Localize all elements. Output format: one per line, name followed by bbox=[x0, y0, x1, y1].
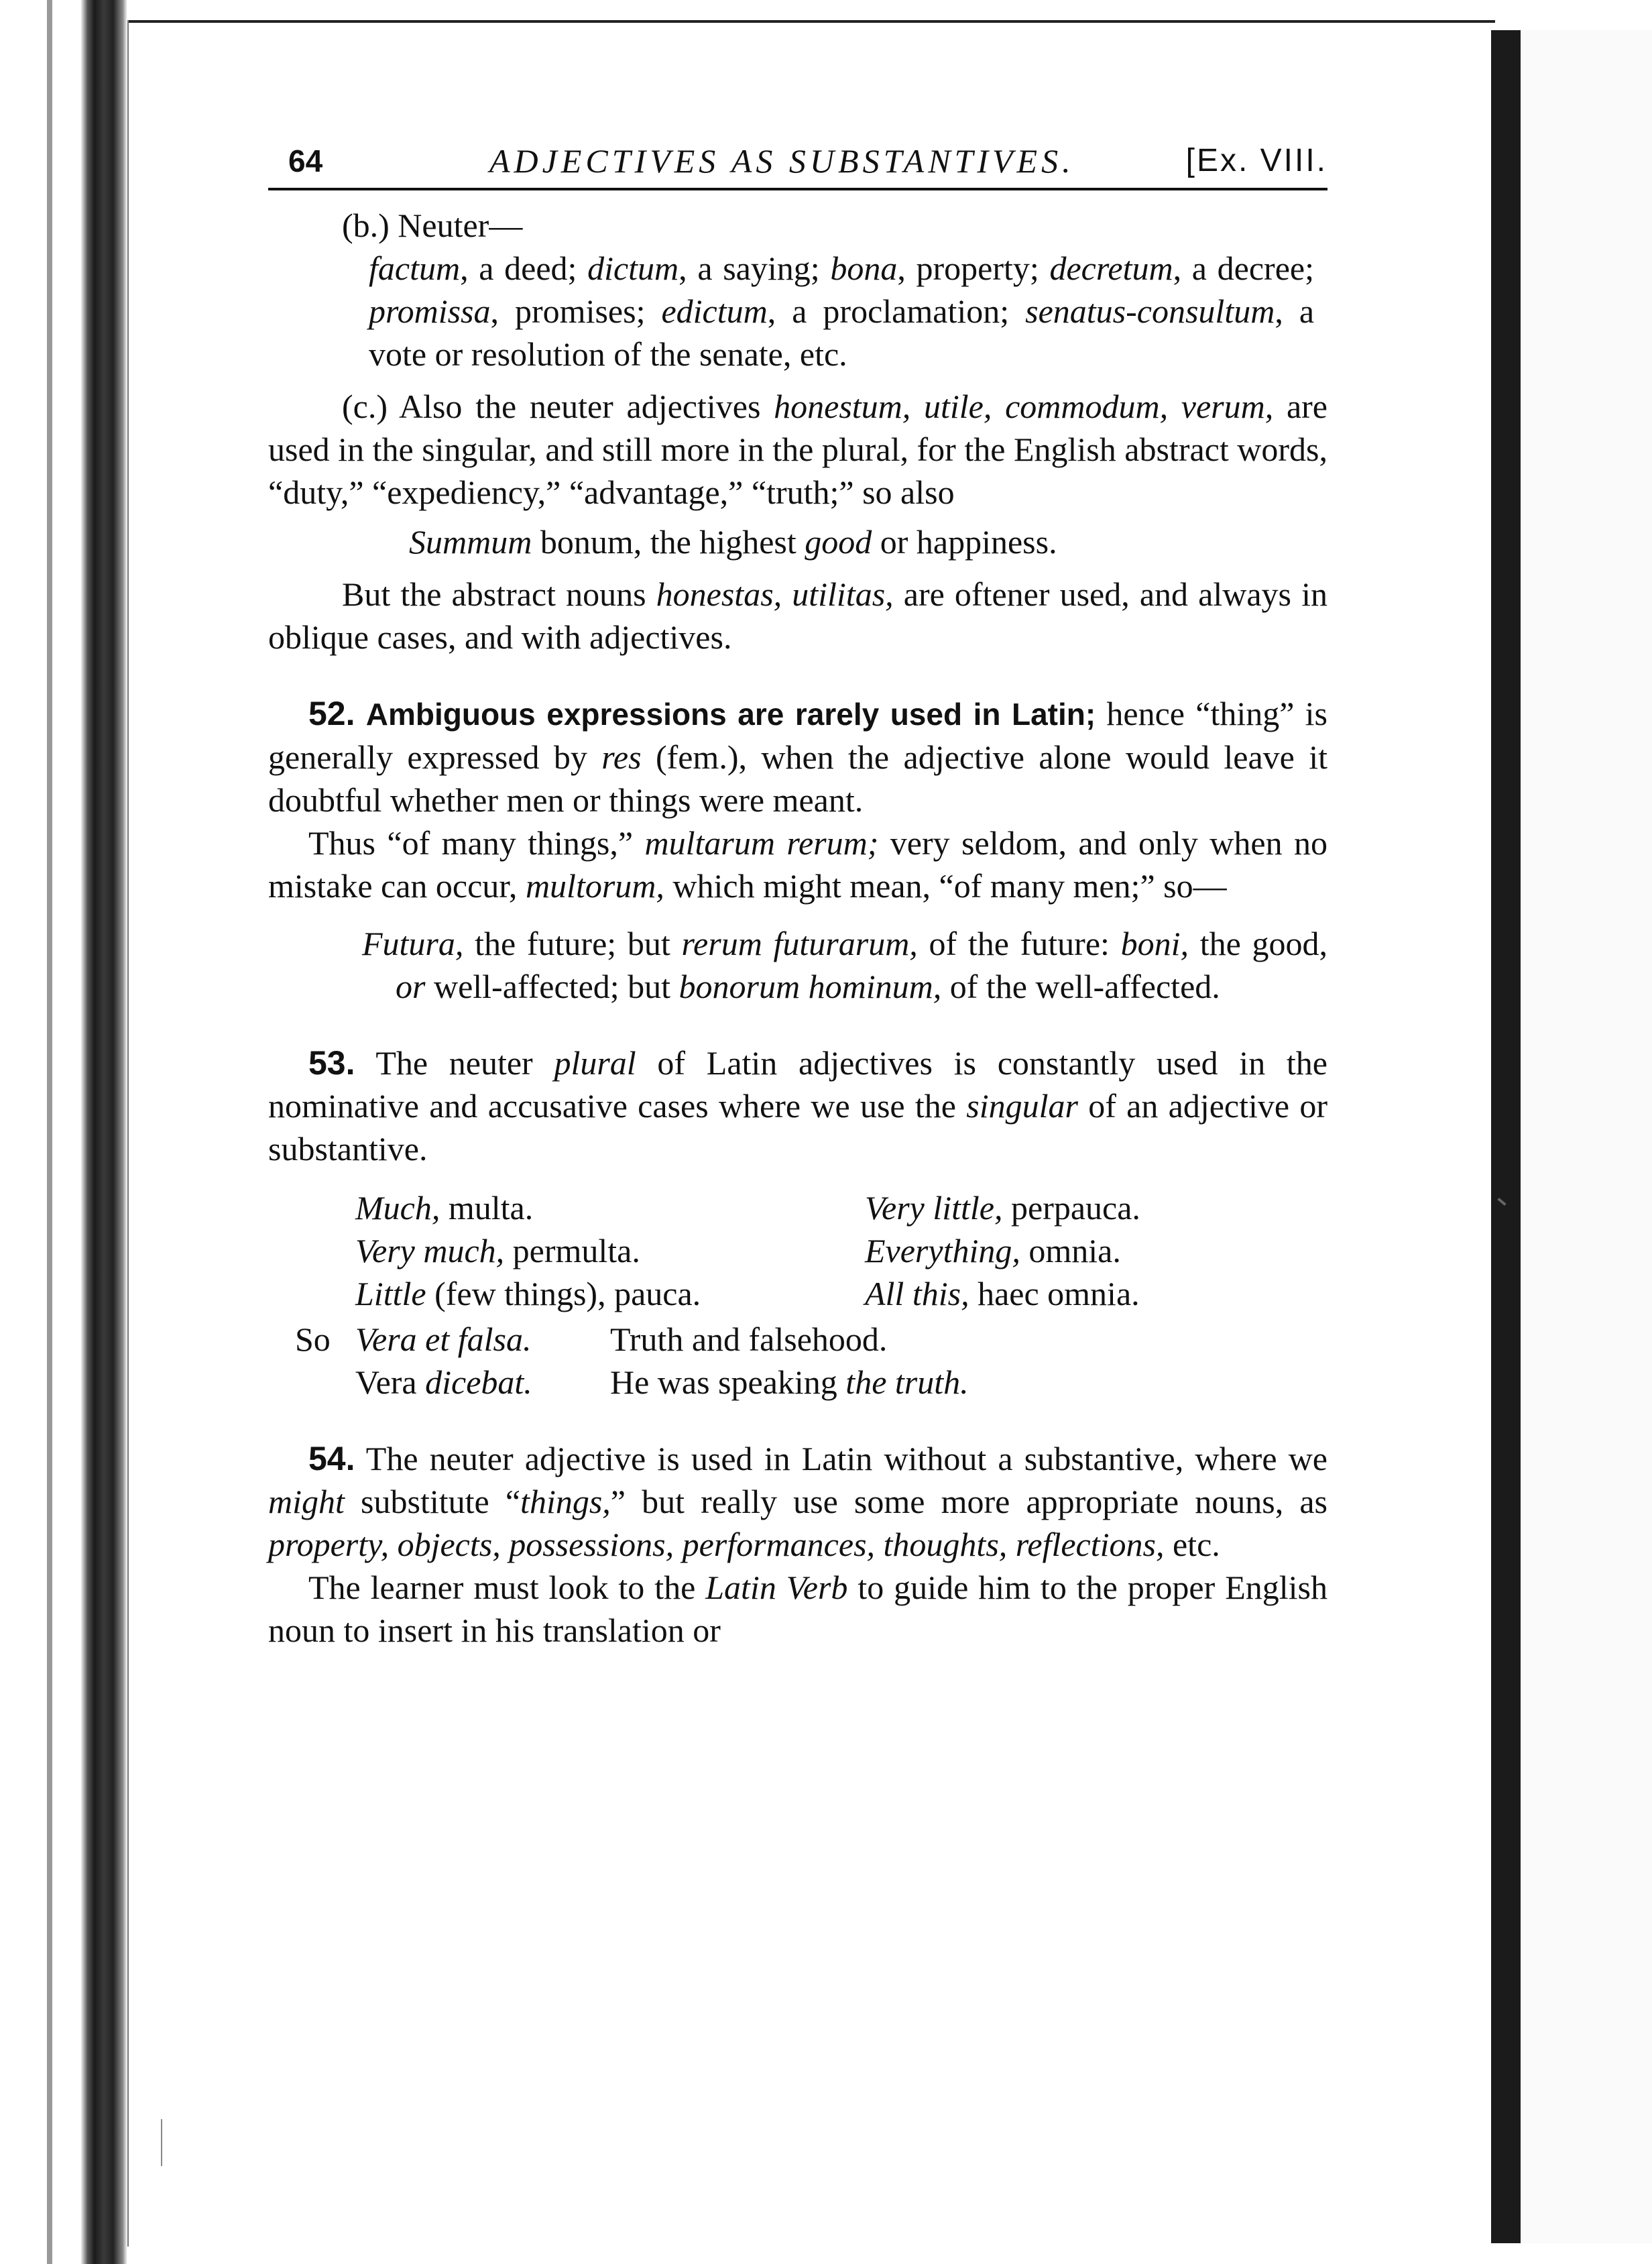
latin-word: Futura, bbox=[362, 925, 464, 962]
grid-cell bbox=[865, 1272, 1240, 1315]
english-phrase bbox=[610, 1361, 969, 1404]
grid-cell bbox=[865, 1229, 1240, 1272]
so-row bbox=[268, 1361, 1328, 1404]
text: which might mean, “of many men;” so— bbox=[664, 867, 1227, 905]
text: or happiness. bbox=[872, 523, 1057, 561]
text: well-affected; but bbox=[425, 968, 679, 1005]
text: But the abstract nouns bbox=[342, 575, 656, 613]
paragraph-learner bbox=[268, 1566, 1328, 1652]
paragraph-but bbox=[268, 573, 1328, 659]
page-left-edge bbox=[127, 20, 129, 2247]
english-word: Little bbox=[355, 1275, 426, 1312]
summum-bonum-example bbox=[268, 520, 1328, 563]
text: the future; but bbox=[463, 925, 682, 962]
gloss: property bbox=[916, 249, 1030, 287]
text: etc. bbox=[1164, 1526, 1220, 1563]
scan-edge bbox=[47, 0, 52, 2264]
neuter-heading: (b.) Neuter— bbox=[342, 207, 523, 244]
running-title: ADJECTIVES AS SUBSTANTIVES. bbox=[489, 142, 1075, 180]
text: of the future: bbox=[917, 925, 1110, 962]
text: the good, bbox=[1189, 925, 1328, 962]
so-lead bbox=[268, 1361, 355, 1404]
italic-words: property, objects, possessions, performances, thoughts, reflections, bbox=[268, 1526, 1165, 1563]
text: bonum, the highest bbox=[532, 523, 805, 561]
latin-words: honestas, utilitas, bbox=[656, 575, 894, 613]
italic-word: dicebat. bbox=[425, 1363, 532, 1401]
english-phrase bbox=[610, 1318, 887, 1361]
gloss: a vote or resolution of the senate, etc. bbox=[369, 292, 1315, 373]
text: of Latin adjectives is constantly used in the nominative and accusative cases where we use the bbox=[268, 1044, 1328, 1125]
latin-words: bonorum hominum, bbox=[678, 968, 942, 1005]
english-word: Very little, bbox=[865, 1189, 1003, 1227]
text: Truth and falsehood. bbox=[610, 1320, 888, 1358]
latin-gloss: haec omnia. bbox=[969, 1275, 1140, 1312]
so-lead: So bbox=[295, 1320, 331, 1358]
latin-gloss: permulta. bbox=[504, 1232, 640, 1269]
gloss: a proclamation bbox=[792, 292, 1000, 330]
book-binding bbox=[80, 0, 127, 2264]
text: are oftener used, and always in oblique cases, and with adjectives. bbox=[268, 575, 1328, 656]
italic-word: plural bbox=[554, 1044, 636, 1082]
english-word: Very much, bbox=[355, 1232, 505, 1269]
text: The neuter adjective is used in Latin without a substantive, where we bbox=[355, 1440, 1328, 1477]
italic-words: Latin Verb bbox=[705, 1569, 848, 1606]
paragraph-thus bbox=[268, 822, 1328, 907]
text: of an adjective or substantive. bbox=[268, 1087, 1328, 1168]
italic-word: Vera et falsa. bbox=[355, 1320, 532, 1358]
text: ” but really use some more appropriate nouns, as bbox=[610, 1483, 1328, 1520]
latin-word: Summum bbox=[409, 523, 532, 561]
italic-word: singular bbox=[966, 1087, 1078, 1125]
italic-word: good bbox=[805, 523, 872, 561]
gloss: promises bbox=[515, 292, 636, 330]
text: Vera bbox=[355, 1363, 426, 1401]
latin-words: honestum, utile, commodum, verum, bbox=[774, 388, 1274, 425]
futura-example bbox=[268, 922, 1328, 1008]
latin-gloss: perpauca. bbox=[1002, 1189, 1140, 1227]
latin-word: edictum bbox=[661, 292, 768, 330]
text: of the well-affected. bbox=[941, 968, 1220, 1005]
section-53 bbox=[268, 1041, 1328, 1170]
gloss: a decree bbox=[1191, 249, 1305, 287]
section-number: 54. bbox=[308, 1440, 355, 1477]
so-row bbox=[268, 1318, 1328, 1361]
section-number: 52. bbox=[308, 695, 355, 732]
gloss: a deed bbox=[479, 249, 568, 287]
latin-word: promissa bbox=[369, 292, 491, 330]
latin-word: res bbox=[601, 738, 642, 776]
latin-word: factum bbox=[369, 249, 461, 287]
text: He was speaking bbox=[610, 1363, 846, 1401]
text: The neuter bbox=[355, 1044, 554, 1082]
english-word: Much, bbox=[355, 1189, 440, 1227]
text: are used in the singular, and still more in the plural, for the English abstract words, “duty,” “expediency,” “advantage,” “truth;” so also bbox=[268, 388, 1328, 511]
latin-word: multorum, bbox=[525, 867, 664, 905]
text: substitute “ bbox=[344, 1483, 521, 1520]
italic-word: the truth. bbox=[845, 1363, 969, 1401]
section-52 bbox=[268, 692, 1328, 822]
grid-cell bbox=[865, 1186, 1240, 1229]
text: Thus “of many things,” bbox=[308, 824, 645, 862]
text: The learner must look to the bbox=[308, 1569, 706, 1606]
latin-gloss: (few things), pauca. bbox=[426, 1275, 701, 1312]
so-examples bbox=[268, 1318, 1328, 1404]
text: (c.) Also the neuter adjectives bbox=[342, 388, 774, 425]
english-word: All this, bbox=[865, 1275, 969, 1312]
latin-word: dictum bbox=[587, 249, 679, 287]
text: hence “thing” is generally expressed by bbox=[268, 695, 1328, 776]
page-content bbox=[268, 134, 1328, 1652]
paragraph-c bbox=[268, 385, 1328, 514]
latin-words: multarum rerum; bbox=[644, 824, 879, 862]
grid-cell bbox=[355, 1186, 865, 1229]
latin-phrase bbox=[355, 1361, 610, 1404]
section-54 bbox=[268, 1437, 1328, 1566]
italic-word: might bbox=[268, 1483, 345, 1520]
latin-gloss: multa. bbox=[440, 1189, 534, 1227]
exercise-label: [Ex. VIII. bbox=[1185, 143, 1328, 178]
latin-word: boni, bbox=[1120, 925, 1189, 962]
section-number: 53. bbox=[308, 1044, 355, 1082]
scan-artifact bbox=[161, 2119, 182, 2166]
text: very seldom, and only when no mistake can occur, bbox=[268, 824, 1328, 905]
latin-phrase bbox=[355, 1318, 610, 1361]
section-lead: Ambiguous expressions are rarely used in Latin; bbox=[365, 697, 1096, 732]
grid-cell bbox=[355, 1229, 865, 1272]
latin-gloss: omnia. bbox=[1020, 1232, 1121, 1269]
text: (fem.), when the adjective alone would leave it doubtful whether men or things were meant. bbox=[268, 738, 1328, 819]
vocabulary-grid bbox=[268, 1186, 1328, 1315]
neuter-examples: factum, a deed; dictum, a saying; bona, property; decretum, a decree; promissa, promises; edictum, a proclamation; senatus-consultum, a vote or resolution of the senate, etc. bbox=[369, 249, 1315, 373]
italic-word: or bbox=[396, 968, 426, 1005]
italic-word: things, bbox=[520, 1483, 611, 1520]
running-header bbox=[268, 134, 1328, 190]
text: to guide him to the proper English noun to insert in his translation or bbox=[268, 1569, 1328, 1649]
latin-word: bona bbox=[830, 249, 898, 287]
grid-cell bbox=[355, 1272, 865, 1315]
page-number: 64 bbox=[288, 144, 323, 178]
gloss: a saying bbox=[697, 249, 811, 287]
facing-page-edge bbox=[1491, 30, 1521, 2243]
latin-words: rerum futurarum, bbox=[681, 925, 918, 962]
english-word: Everything, bbox=[865, 1232, 1020, 1269]
latin-word: decretum bbox=[1049, 249, 1173, 287]
latin-word: senatus-consultum bbox=[1025, 292, 1275, 330]
scan-background bbox=[1521, 30, 1652, 2243]
